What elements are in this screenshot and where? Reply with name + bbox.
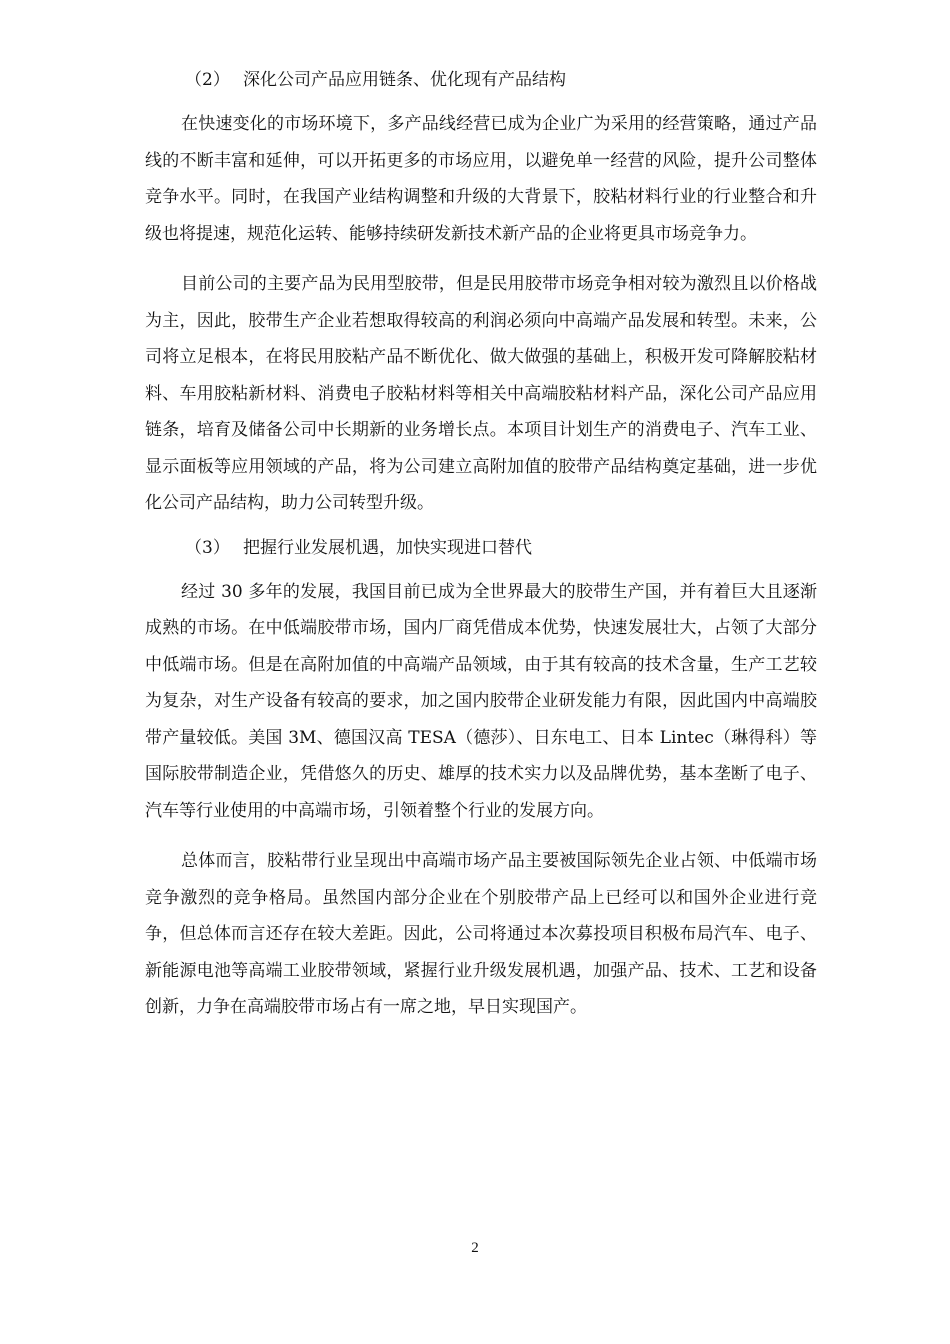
document-body	[145, 62, 817, 1026]
paragraph: 经过 30 多年的发展，我国目前已成为全世界最大的胶带生产国，并有着巨大且逐渐成熟的市场。在中低端胶带市场，国内厂商凭借成本优势，快速发展壮大，占领了大部分中低端市场。但是在高附加值的中高端产品领域，由于其有较高的技术含量，生产工艺较为复杂，对生产设备有较高的要求，加之国内胶带企业研发能力有限，因此国内中高端胶带产量较低。美国 3M、德国汉高 TESA（德莎）、日东电工、日本 Lintec（琳得科）等国际胶带制造企业，凭借悠久的历史、雄厚的技术实力以及品牌优势，基本垄断了电子、汽车等行业使用的中高端市场，引领着整个行业的发展方向。	[145, 581, 817, 821]
section-heading-2	[145, 62, 817, 98]
section-heading-3	[145, 530, 817, 566]
section-title: 把握行业发展机遇，加快实现进口替代	[243, 537, 532, 558]
paragraph: 总体而言，胶粘带行业呈现出中高端市场产品主要被国际领先企业占领、中低端市场竞争激烈的竞争格局。虽然国内部分企业在个别胶带产品上已经可以和国外企业进行竞争，但总体而言还存在较大差距。因此，公司将通过本次募投项目积极布局汽车、电子、新能源电池等高端工业胶带领域，紧握行业升级发展机遇，加强产品、技术、工艺和设备创新，力争在高端胶带市场占有一席之地，早日实现国产。	[145, 851, 817, 1017]
section-title: 深化公司产品应用链条、优化现有产品结构	[243, 70, 566, 90]
paragraph: 目前公司的主要产品为民用型胶带，但是民用胶带市场竞争相对较为激烈且以价格战为主，因此，胶带生产企业若想取得较高的利润必须向中高端产品发展和转型。未来，公司将立足根本，在将民用胶粘产品不断优化、做大做强的基础上，积极开发可降解胶粘材料、车用胶粘新材料、消费电子胶粘材料等相关中高端胶粘材料产品，深化公司产品应用链条，培育及储备公司中长期新的业务增长点。本项目计划生产的消费电子、汽车工业、显示面板等应用领域的产品，将为公司建立高附加值的胶带产品结构奠定基础，进一步优化公司产品结构，助力公司转型升级。	[145, 274, 817, 513]
page-number: 2	[471, 1240, 479, 1256]
paragraph: 在快速变化的市场环境下，多产品线经营已成为企业广为采用的经营策略，通过产品线的不断丰富和延伸，可以开拓更多的市场应用，以避免单一经营的风险，提升公司整体竞争水平。同时，在我国产业结构调整和升级的大背景下，胶粘材料行业的行业整合和升级也将提速，规范化运转、能够持续研发新技术新产品的企业将更具市场竞争力。	[145, 114, 817, 244]
section-number: （3）	[185, 537, 230, 558]
section-number: （2）	[185, 70, 230, 90]
